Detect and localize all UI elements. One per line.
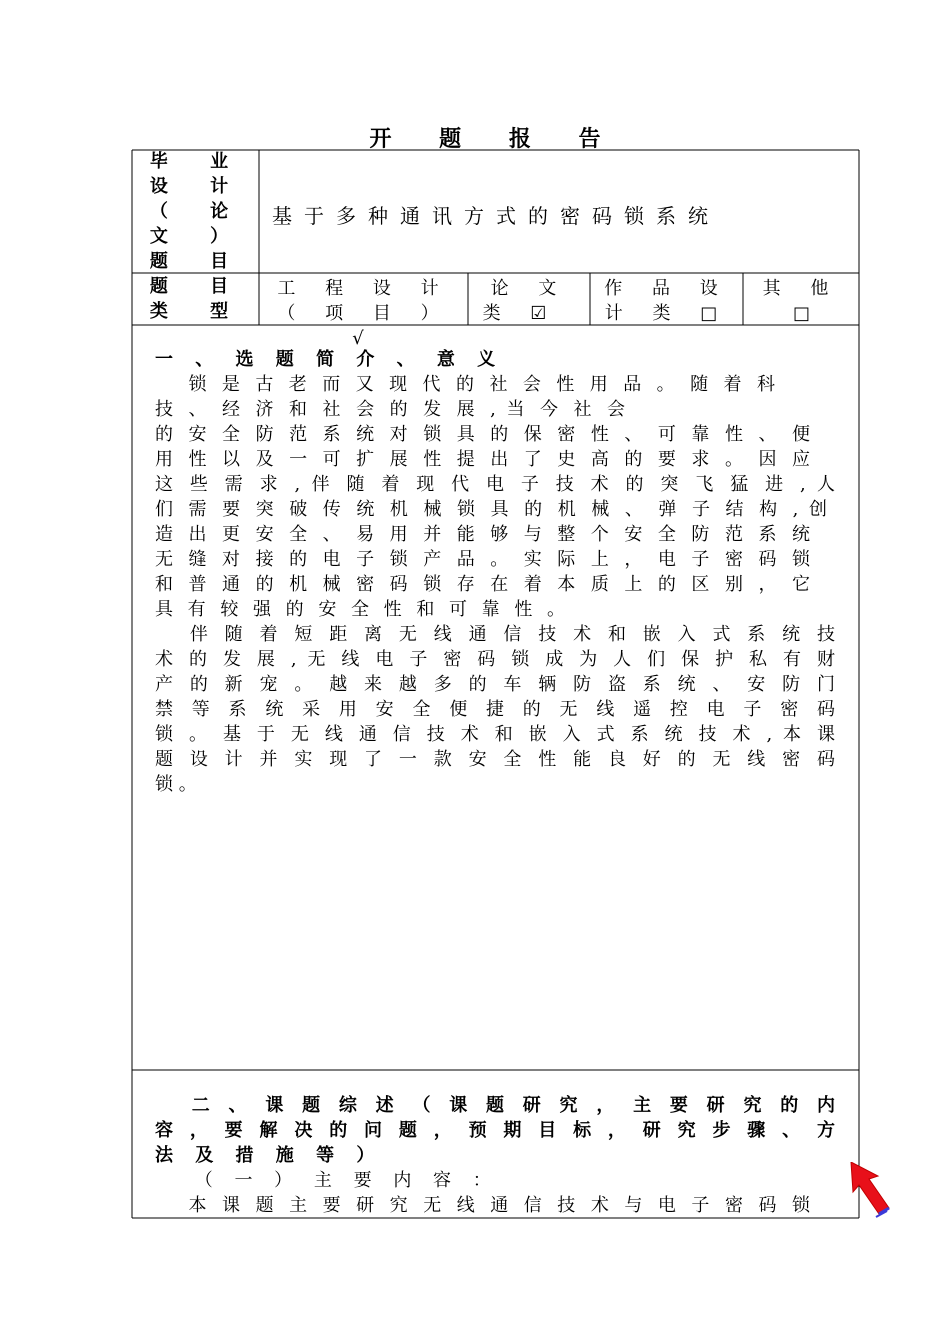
paragraph-line: 造 出 更 安 全 、 易 用 并 能 够 与 整 个 安 全 防 范 系 统: [155, 524, 810, 545]
paragraph-line: 术 的 发 展 , 无 线 电 子 密 码 锁 成 为 人 们 保 护 私 有 财: [155, 649, 835, 670]
up-arrow-icon: [843, 1162, 893, 1218]
paragraph-line: 们 需 要 突 破 传 统 机 械 锁 具 的 机 械 、 弹 子 结 构 , 创: [155, 499, 827, 520]
type-line: 计 类 □: [604, 303, 730, 324]
label-line: 文 ）: [149, 226, 247, 247]
paragraph-line: 锁 。: [155, 774, 197, 795]
paragraph-line: （ 一 ） 主 要 内 容 ：: [155, 1170, 499, 1191]
paragraph-line: 禁 等 系 统 采 用 安 全 便 捷 的 无 线 遥 控 电 子 密 码: [155, 699, 835, 720]
type-line: 工 程 设 计: [277, 278, 451, 299]
type-line: □: [792, 303, 810, 324]
report-title: 开 题 报 告: [369, 126, 621, 152]
section-heading: 法 及 措 施 等 ）: [155, 1145, 383, 1166]
label-line: 题 目: [149, 251, 247, 272]
paragraph-line: 本 课 题 主 要 研 究 无 线 通 信 技 术 与 电 子 密 码 锁: [155, 1195, 810, 1216]
section-heading: 二 、 课 题 综 述 （ 课 题 研 究 ， 主 要 研 究 的 内: [155, 1095, 835, 1116]
paragraph-line: 的 安 全 防 范 系 统 对 锁 具 的 保 密 性 、 可 靠 性 、 便: [155, 424, 810, 445]
type-line: 论 文: [490, 278, 569, 299]
paragraph-line: 用 性 以 及 一 可 扩 展 性 提 出 了 史 高 的 要 求 。 因 应: [155, 449, 810, 470]
type-thesis: [469, 276, 590, 326]
section-review: [155, 1093, 845, 1218]
type-line: （ 项 目 ） √: [277, 303, 451, 349]
label-line: （ 论: [149, 201, 247, 222]
label-line: 毕 业: [149, 151, 247, 172]
section-heading: 容 ， 要 解 决 的 问 题 ， 预 期 目 标 ， 研 究 步 骤 、 方: [155, 1120, 835, 1141]
paragraph-line: 锁 是 古 老 而 又 现 代 的 社 会 性 用 品 。 随 着 科: [155, 374, 775, 395]
paragraph-line: 题 设 计 并 实 现 了 一 款 安 全 性 能 良 好 的 无 线 密 码: [155, 749, 835, 770]
paragraph-line: 具 有 较 强 的 安 全 性 和 可 靠 性 。: [155, 599, 565, 620]
type-line: 其 他: [762, 278, 841, 299]
type-other: [744, 276, 859, 326]
type-line: 类 ☑: [482, 303, 559, 324]
paragraph-line: 产 的 新 宠 。 越 来 越 多 的 车 辆 防 盗 系 统 、 安 防 门: [155, 674, 835, 695]
paragraph-line: 锁 。 基 于 无 线 通 信 技 术 和 嵌 入 式 系 统 技 术 , 本 课: [155, 724, 835, 745]
paragraph-line: 技 、 经 济 和 社 会 的 发 展 , 当 今 社 会: [155, 399, 625, 420]
thesis-title-label: [148, 149, 248, 274]
section-topic-intro: [155, 347, 845, 797]
type-line: 作 品 设: [604, 278, 730, 299]
paragraph-line: 无 缝 对 接 的 电 子 锁 产 品 。 实 际 上 ， 电 子 密 码 锁: [155, 549, 810, 570]
label-line: 类 型: [149, 301, 247, 322]
thesis-title: 基于多种通讯方式的密码锁系统: [272, 204, 720, 228]
label-line: 题 目: [149, 276, 247, 297]
type-work-design: [591, 276, 743, 326]
type-engineering: [260, 276, 468, 351]
label-line: 设 计: [149, 176, 247, 197]
section-heading: 一 、 选 题 简 介 、 意 义: [155, 349, 504, 370]
paragraph-line: 和 普 通 的 机 械 密 码 锁 存 在 着 本 质 上 的 区 别 ， 它: [155, 574, 810, 595]
topic-type-label: [148, 274, 248, 324]
paragraph-line: 伴 随 着 短 距 离 无 线 通 信 技 术 和 嵌 入 式 系 统 技: [155, 624, 835, 645]
paragraph-line: 这 些 需 求 , 伴 随 着 现 代 电 子 技 术 的 突 飞 猛 进 , 人: [155, 474, 835, 495]
